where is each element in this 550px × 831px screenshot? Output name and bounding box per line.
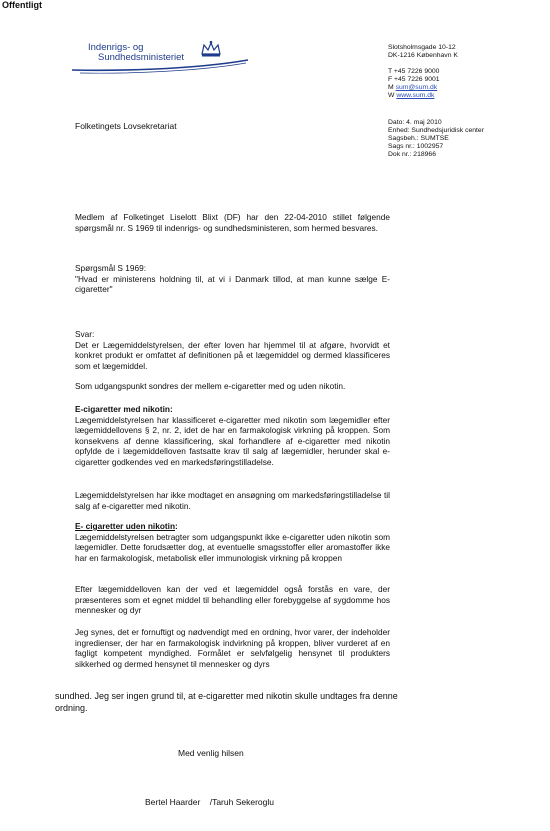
signature: Bertel Haarder /Taruh Sekeroglu: [145, 797, 274, 807]
answer-paragraph-2: Som udgangspunkt sondres der mellem e-cigaretter med og uden nikotin.: [75, 381, 346, 391]
greeting: Med venlig hilsen: [178, 748, 244, 758]
ministry-logo: [70, 40, 250, 76]
without-nicotine-paragraph-1: Lægemiddelstyrelsen betragter som udgangspunkt ikke e-cigaretter uden nikotin som lægemidler. Dette forudsætter dog, at eventuelle smagsstoffer eller aromastoffer ikke har en farmakologisk, metabolisk eller immunologisk virkning på kroppen: [75, 531, 390, 563]
recipient: Folketingets Lovsekretariat: [75, 121, 177, 131]
case-handler: Sagsbeh.: SUMTSE: [388, 135, 449, 142]
web-row: [388, 92, 458, 100]
email-link[interactable]: sum@sum.dk: [395, 84, 438, 91]
intro-text: Medlem af Folketinget Liselott Blixt (DF) har den 22-04-2010 stillet følgende spørgsmål nr. S 1969 til indenrigs- og sundhedsministeren, som hermed besvares.: [75, 212, 390, 233]
with-nicotine-section: [75, 404, 390, 467]
without-nicotine-paragraph-3: Jeg synes, det er fornuftigt og nødvendigt med en ordning, hvor varer, der indeholder ingredienser, der har en farmakologisk indvirkning på kroppen, bliver vurderet af en fagligt kompetent myndighed. Formålet er selvfølgelig hensynet til produkters sikkerhed og dermed hensynet til mennesker og dyrs: [75, 627, 390, 669]
document-number: Dok nr.: 218966: [388, 151, 436, 158]
case-unit: Enhed: Sundhedsjuridisk center: [388, 127, 484, 134]
without-nicotine-paragraph-2-block: [75, 584, 390, 616]
logo-line-1: Indenrigs- og: [88, 42, 144, 53]
without-nicotine-paragraph-3-block: [75, 627, 390, 669]
case-date: Dato: 4. maj 2010: [388, 119, 442, 126]
closing-continuation: sundhed. Jeg ser ingen grund til, at e-cigaretter med nikotin skulle undtages fra denne ordning.: [55, 691, 398, 713]
with-nicotine-paragraph-2-block: [75, 490, 390, 511]
email-row: [388, 84, 458, 92]
address-line-2: DK-1216 København K: [388, 52, 458, 59]
case-number: Sags nr.: 1002957: [388, 143, 444, 150]
with-nicotine-paragraph-2: Lægemiddelstyrelsen har ikke modtaget en ansøgning om markedsføringstilladelse til salg af e-cigaretter med nikotin.: [75, 490, 390, 511]
crown-icon: [200, 40, 222, 58]
with-nicotine-heading: E-cigaretter med nikotin:: [75, 404, 173, 414]
answer-label: Svar:: [75, 329, 95, 339]
question-block: [75, 263, 390, 295]
classification-label: Offentligt: [2, 0, 42, 10]
fax-number: F +45 7226 9001: [388, 76, 440, 83]
with-nicotine-paragraph-1: Lægemiddelstyrelsen har klassificeret e-cigaretter med nikotin som lægemidler efter lægemiddellovens § 2, nr. 2, idet de har en farmakologisk virkning på kroppen. Som konsekvens af denne klassificering, skal forhandlere af e-cigaretter med nikotin opfylde de i lægemiddelloven fastsatte krav til salg af lægemidler, herunder skal e-cigaretter godkendes ved en markedsføringstilladelse.: [75, 414, 390, 467]
answer-paragraph-1: Det er Lægemiddelstyrelsen, der efter loven har hjemmel til at afgøre, hvorvidt et konkret produkt er omfattet af definitionen på et lægemiddel og dermed klassificeres som et lægemiddel.: [75, 339, 390, 371]
email-prefix: M: [388, 84, 396, 91]
case-info-block: [388, 119, 484, 159]
question-text: "Hvad er ministerens holdning til, at vi i Danmark tillod, at man kunne sælge E-cigaretter": [75, 273, 390, 294]
without-nicotine-section: [75, 521, 390, 563]
logo-wordmark: [88, 43, 184, 63]
intro-paragraph: [75, 212, 390, 233]
question-label: Spørgsmål S 1969:: [75, 263, 147, 273]
without-nicotine-heading-colon: :: [175, 521, 178, 531]
answer-block: [75, 329, 390, 371]
without-nicotine-heading: E- cigaretter uden nikotin: [75, 521, 176, 531]
web-prefix: W: [388, 92, 397, 99]
without-nicotine-paragraph-2: Efter lægemiddelloven kan der ved et lægemiddel også forstås en vare, der præsenteres som et egnet middel til behandling eller forebyggelse af sygdomme hos mennesker og dyr: [75, 584, 390, 615]
phone-number: T +45 7226 9000: [388, 68, 440, 75]
logo-line-2: Sundhedsministeriet: [98, 52, 185, 63]
address-line-1: Slotsholmsgade 10-12: [388, 44, 456, 51]
answer-paragraph-2-block: [75, 381, 390, 392]
without-nicotine-heading-row: [75, 521, 390, 532]
web-link[interactable]: www.sum.dk: [396, 92, 435, 99]
contact-block: [388, 44, 458, 100]
